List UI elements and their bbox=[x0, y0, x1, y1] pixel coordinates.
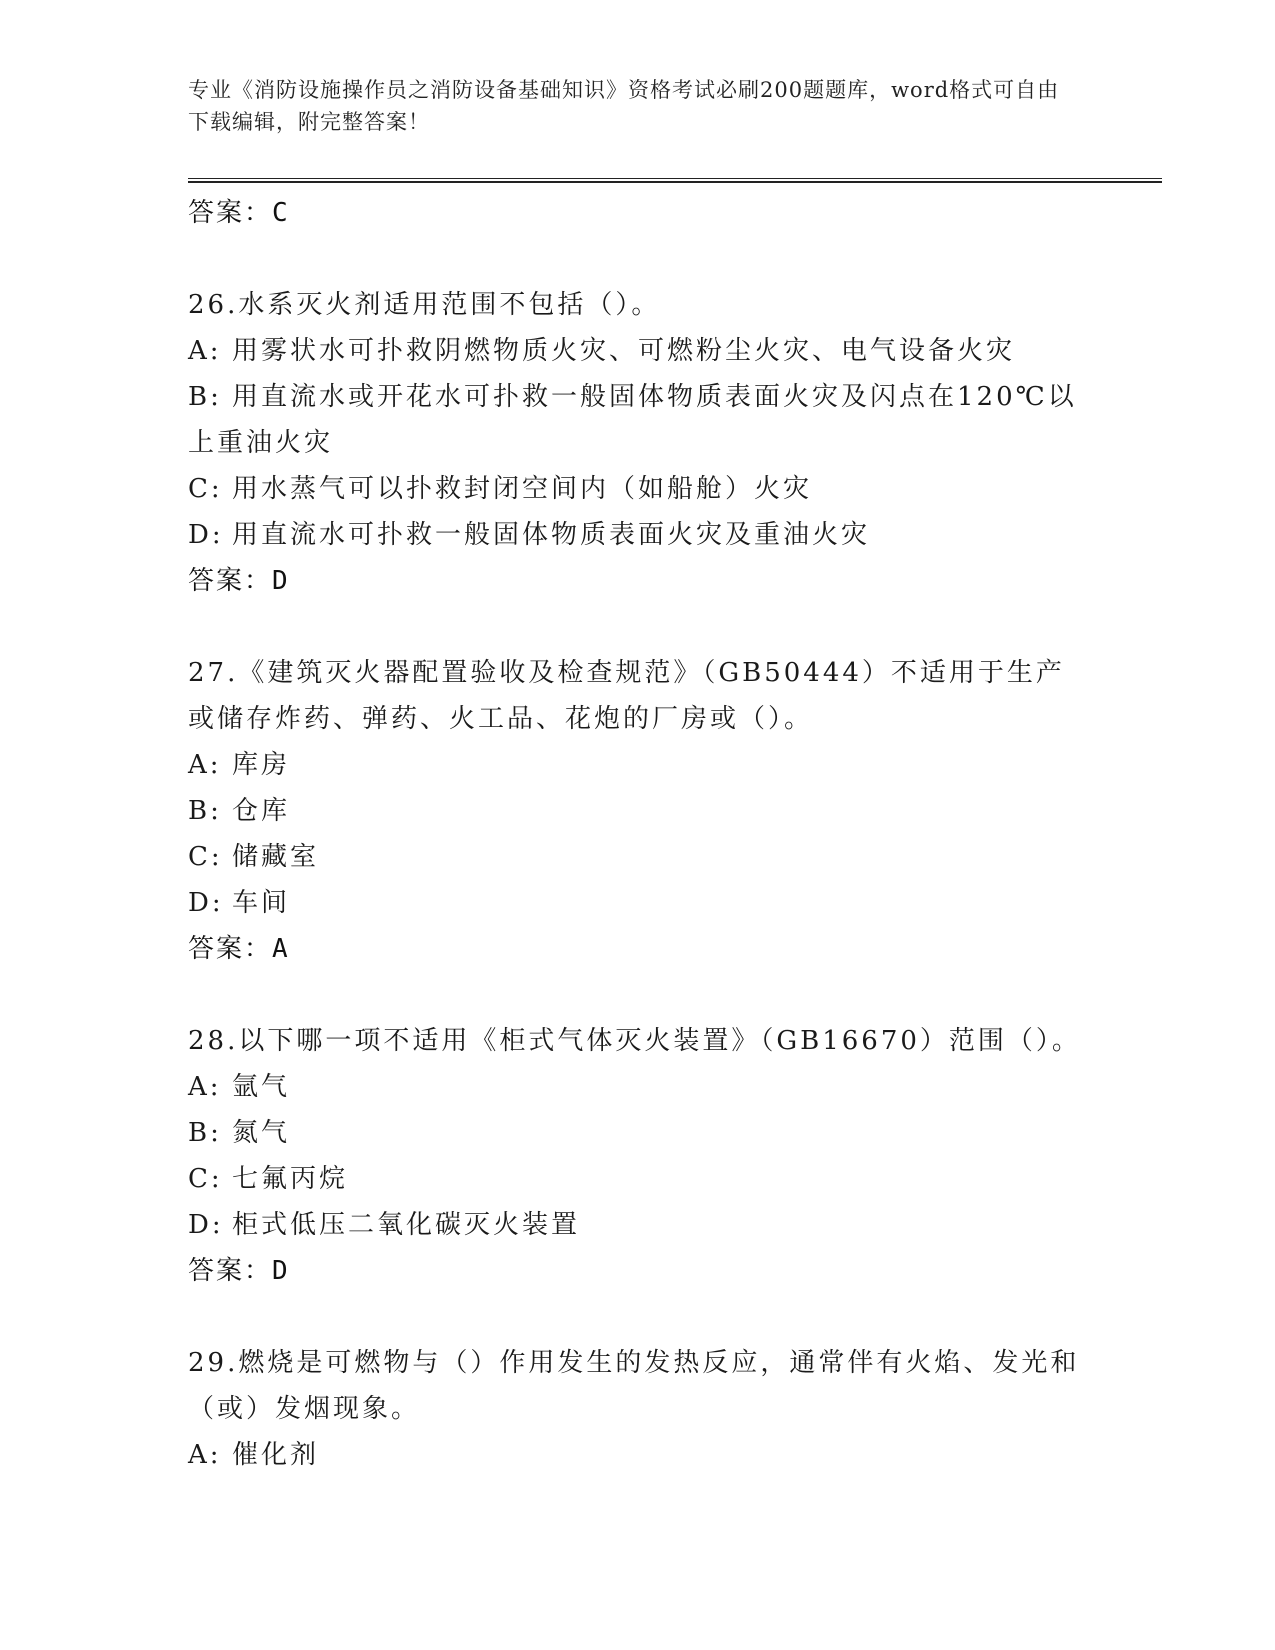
question-text: 26.水系灭火剂适用范围不包括（）。 bbox=[188, 290, 661, 320]
option-key: B: bbox=[188, 382, 222, 412]
question-block bbox=[188, 282, 1088, 604]
option-line bbox=[188, 328, 1088, 374]
option-key: B: bbox=[188, 796, 222, 826]
answer-line bbox=[188, 190, 1088, 236]
option-key: D: bbox=[188, 1210, 224, 1240]
header-text: 专业《消防设施操作员之消防设备基础知识》资格考试必刷200题题库，word格式可自由下载编辑，附完整答案！ bbox=[188, 78, 1060, 134]
option-text: 用直流水可扑救一般固体物质表面火灾及重油火灾 bbox=[232, 520, 871, 550]
answer-label: 答案： bbox=[188, 1256, 273, 1286]
question-block bbox=[188, 1340, 1088, 1478]
option-line bbox=[188, 466, 1088, 512]
blank-line bbox=[188, 604, 1088, 650]
option-text: 氩气 bbox=[232, 1072, 291, 1102]
answer-line bbox=[188, 558, 1088, 604]
page-header bbox=[188, 74, 1068, 138]
option-line bbox=[188, 742, 1088, 788]
option-line bbox=[188, 880, 1088, 926]
answer-value: D bbox=[272, 1256, 290, 1286]
option-line bbox=[188, 1432, 1088, 1478]
option-line bbox=[188, 834, 1088, 880]
question-text: 27.《建筑灭火器配置验收及检查规范》（GB50444）不适用于生产或储存炸药、弹药、火工品、花炮的厂房或（）。 bbox=[188, 658, 1065, 734]
answer-line bbox=[188, 926, 1088, 972]
option-key: A: bbox=[188, 336, 222, 366]
option-line bbox=[188, 512, 1088, 558]
document-body bbox=[188, 190, 1088, 1478]
option-text: 用水蒸气可以扑救封闭空间内（如船舱）火灾 bbox=[232, 474, 813, 504]
option-line bbox=[188, 1064, 1088, 1110]
option-key: C: bbox=[188, 1164, 223, 1194]
answer-value: C bbox=[272, 198, 290, 228]
answer-value: D bbox=[272, 566, 290, 596]
option-key: A: bbox=[188, 1072, 222, 1102]
option-text: 储藏室 bbox=[232, 842, 320, 872]
answer-label: 答案： bbox=[188, 934, 273, 964]
answer-label: 答案： bbox=[188, 198, 273, 228]
option-key: C: bbox=[188, 474, 223, 504]
blank-line bbox=[188, 236, 1088, 282]
option-key: A: bbox=[188, 1440, 222, 1470]
option-text: 柜式低压二氧化碳灭火装置 bbox=[232, 1210, 581, 1240]
question-block bbox=[188, 1018, 1088, 1294]
option-text: 七氟丙烷 bbox=[232, 1164, 349, 1194]
blank-line bbox=[188, 1294, 1088, 1340]
header-double-rule bbox=[188, 178, 1162, 183]
option-line bbox=[188, 1110, 1088, 1156]
answer-value: A bbox=[272, 934, 290, 964]
option-line bbox=[188, 1202, 1088, 1248]
option-text: 车间 bbox=[232, 888, 291, 918]
option-key: B: bbox=[188, 1118, 222, 1148]
option-key: C: bbox=[188, 842, 223, 872]
option-text: 仓库 bbox=[232, 796, 291, 826]
option-line bbox=[188, 788, 1088, 834]
option-line bbox=[188, 1156, 1088, 1202]
answer-label: 答案： bbox=[188, 566, 273, 596]
option-key: D: bbox=[188, 520, 224, 550]
option-line bbox=[188, 374, 1088, 466]
option-text: 库房 bbox=[232, 750, 291, 780]
question-block bbox=[188, 650, 1088, 972]
option-text: 用雾状水可扑救阴燃物质火灾、可燃粉尘火灾、电气设备火灾 bbox=[232, 336, 1016, 366]
answer-line bbox=[188, 1248, 1088, 1294]
option-key: D: bbox=[188, 888, 224, 918]
question-text: 28.以下哪一项不适用《柜式气体灭火装置》（GB16670）范围（）。 bbox=[188, 1026, 1081, 1056]
blank-line bbox=[188, 972, 1088, 1018]
option-key: A: bbox=[188, 750, 222, 780]
option-text: 用直流水或开花水可扑救一般固体物质表面火灾及闪点在120℃以上重油火灾 bbox=[188, 382, 1077, 458]
option-text: 催化剂 bbox=[232, 1440, 320, 1470]
question-text: 29.燃烧是可燃物与（）作用发生的发热反应，通常伴有火焰、发光和（或）发烟现象。 bbox=[188, 1348, 1080, 1424]
option-text: 氮气 bbox=[232, 1118, 291, 1148]
